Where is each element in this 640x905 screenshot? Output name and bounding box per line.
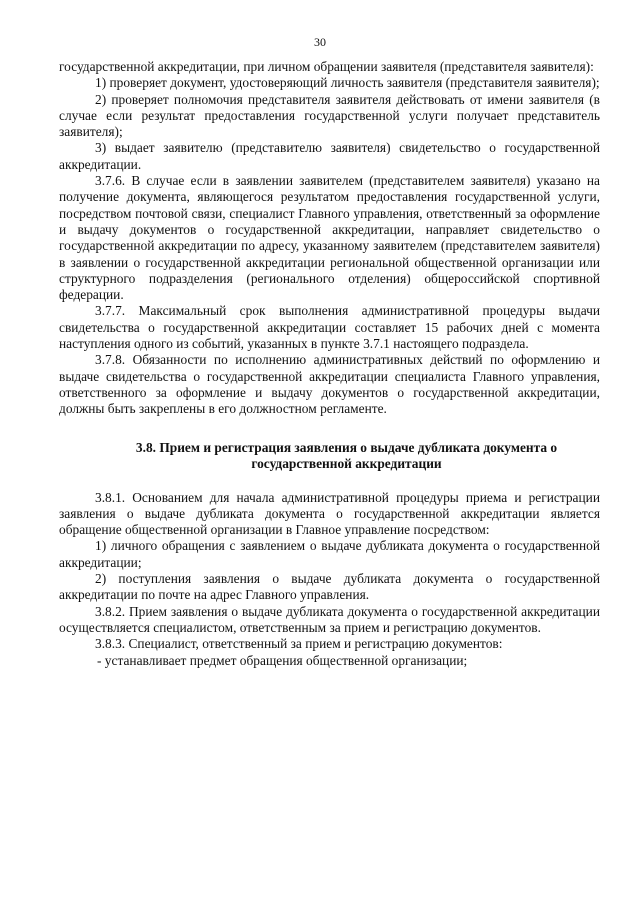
paragraph: государственной аккредитации, при личном обращении заявителя (представителя заявителя):	[59, 59, 594, 74]
list-item: 2) поступления заявления о выдаче дубликата документа о государственной аккредитации по почте на адрес Главного управления.	[59, 571, 600, 603]
paragraph: 3.8.3. Специалист, ответственный за прием и регистрацию документов:	[95, 636, 503, 652]
paragraph: 3.8.2. Прием заявления о выдаче дубликата документа о государственной аккредитации осуществляется специалистом, ответственным за прием и регистрацию документов.	[59, 603, 600, 635]
section-heading: 3.8. Прием и регистрация заявления о выдаче дубликата документа о государственной аккредитации	[135, 439, 558, 471]
paragraph: 3.7.8. Обязанности по исполнению административных действий по оформлению и выдаче свидетельства о государственной аккредитации специалиста Главного управления, ответственного за оформление и выдачу документов о государственной аккредитации, должны быть закреплены в его должностном регламенте.	[59, 352, 600, 417]
paragraph: 3.8.1. Основанием для начала административной процедуры приема и регистрации заявления о выдаче дубликата документа о государственной аккредитации является обращение общественной организации в Главное управление посредством:	[59, 489, 600, 538]
list-item: 1) личного обращения с заявлением о выдаче дубликата документа о государственной аккредитации;	[59, 538, 600, 570]
list-item: - устанавливает предмет обращения общественной организации;	[97, 652, 468, 668]
list-item: 1) проверяет документ, удостоверяющий личность заявителя (представителя заявителя);	[95, 75, 600, 91]
page-number: 30	[314, 35, 326, 49]
list-item: 3) выдает заявителю (представителю заявителя) свидетельство о государственной аккредитации.	[59, 140, 600, 172]
document-body	[59, 59, 600, 669]
paragraph: 3.7.7. Максимальный срок выполнения административной процедуры выдачи свидетельства о государственной аккредитации составляет 15 рабочих дней с момента наступления одного из событий, указанных в пункте 3.7.1 настоящего подраздела.	[59, 303, 600, 352]
paragraph: 3.7.6. В случае если в заявлении заявителем (представителем заявителя) указано на получение документа, являющегося результатом предоставления государственной услуги, посредством почтовой связи, специалист Главного управления, ответственный за оформление и выдачу документов о государственной аккредитации, направляет свидетельство о государственной аккредитации по адресу, указанному заявителем (представителем заявителя) в заявлении о государственной аккредитации региональной общественной организации или структурного подразделения (регионального отделения) общероссийской спортивной федерации.	[59, 173, 600, 303]
list-item: 2) проверяет полномочия представителя заявителя действовать от имени заявителя (в случае если результат предоставления государственной услуги получает представитель заявителя);	[59, 91, 600, 140]
